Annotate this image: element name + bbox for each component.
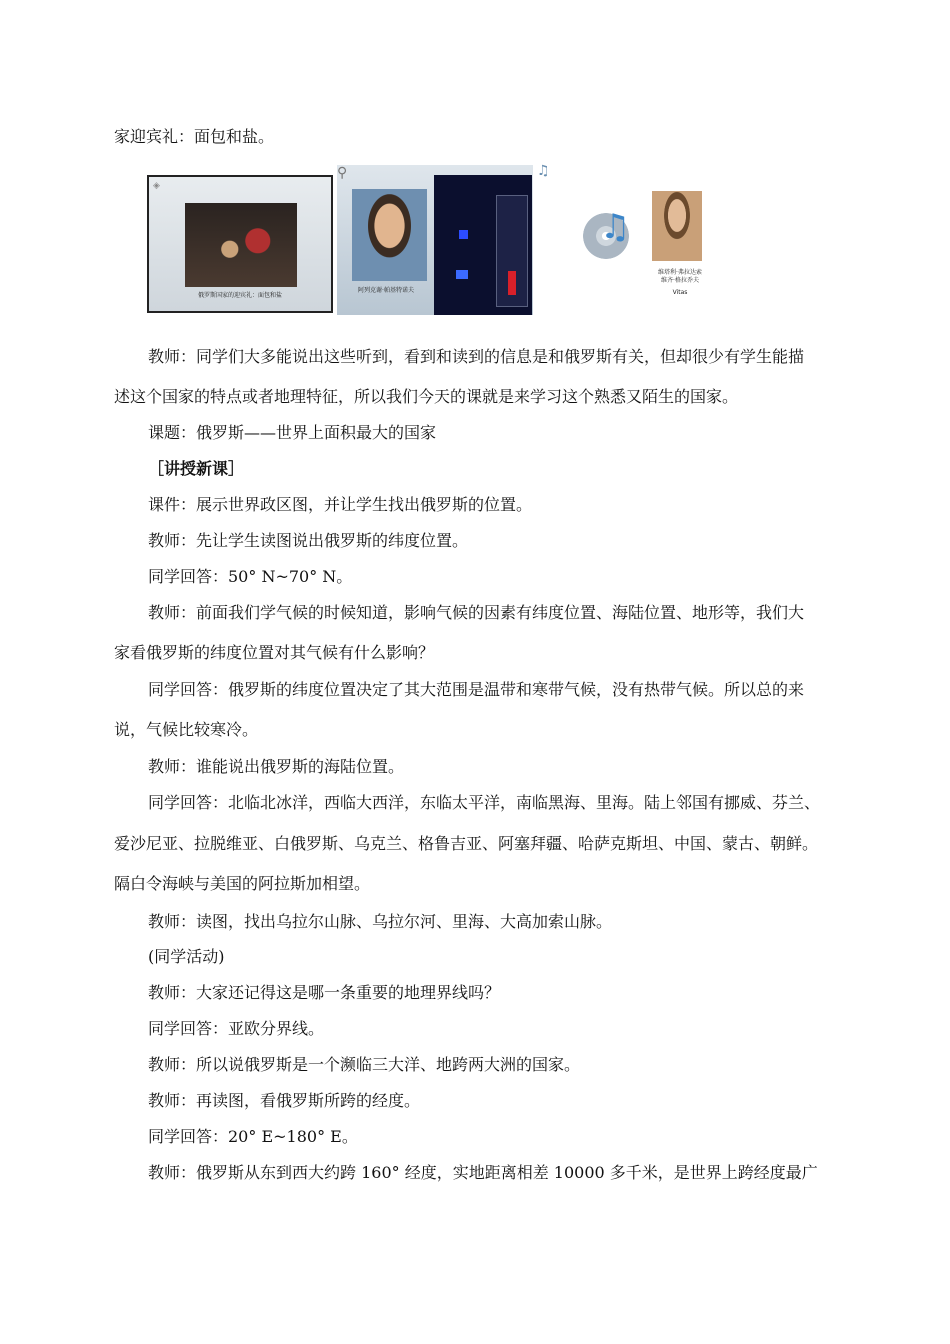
bread-and-salt-photo: [185, 203, 297, 287]
speaker-icon: ◈: [153, 181, 160, 191]
text-line: 说，气候比较寒冷。: [114, 720, 259, 739]
magnifier-icon: ⚲: [337, 165, 348, 181]
music-note-icon: ♫: [537, 163, 550, 179]
text-line: 同学回答：亚欧分界线。: [148, 1019, 325, 1038]
portrait-photo: [352, 189, 427, 281]
text-line: 教师：所以说俄罗斯是一个濒临三大洋、地跨两大洲的国家。: [148, 1055, 581, 1074]
text-line: 教师：俄罗斯从东到西大约跨 160° 经度，实地距离相差 10000 多千米，是世界上跨经度最广: [148, 1163, 818, 1182]
singer-portrait: [652, 191, 702, 261]
music-note-icon: ♫: [600, 207, 631, 247]
text-line: 同学回答：北临北冰洋，西临大西洋，东临太平洋，南临黑海、里海。陆上邻国有挪威、芬兰、: [148, 793, 821, 812]
text-line: 教师：读图，找出乌拉尔山脉、乌拉尔河、里海、大高加索山脉。: [148, 912, 613, 931]
tetris-screenshot: [434, 175, 532, 315]
image-strip: [145, 163, 702, 321]
image-caption: 阿列克谢·帕基特诺夫: [358, 287, 414, 294]
tetris-block: [459, 230, 468, 239]
text-line: 教师：谁能说出俄罗斯的海陆位置。: [148, 757, 405, 776]
caption-line: Vitas: [672, 289, 688, 296]
lesson-title: 课题：俄罗斯——世界上面积最大的国家: [148, 423, 437, 442]
text-line: 同学回答：50° N~70° N。: [148, 567, 353, 586]
text-line: 家看俄罗斯的纬度位置对其气候有什么影响？: [114, 643, 435, 662]
image-caption: [640, 269, 720, 297]
tetris-block: [456, 270, 468, 279]
text-line: 同学回答：20° E~180° E。: [148, 1127, 358, 1146]
text-line: 教师：大家还记得这是哪一条重要的地理界线吗？: [148, 983, 501, 1002]
caption-line: 维塔利·弗拉达索: [658, 269, 702, 276]
text-line: 教师：同学们大多能说出这些听到，看到和读到的信息是和俄罗斯有关，但却很少有学生能描: [148, 347, 805, 366]
text-line: 家迎宾礼：面包和盐。: [114, 127, 275, 146]
text-line: 教师：前面我们学气候的时候知道，影响气候的因素有纬度位置、海陆位置、地形等，我们大: [148, 603, 805, 622]
text-line: (同学活动): [148, 947, 225, 966]
text-line: 教师：再读图，看俄罗斯所跨的经度。: [148, 1091, 421, 1110]
image-caption: 俄罗斯国家的迎宾礼：面包和盐: [197, 292, 282, 299]
text-line: 述这个国家的特点或者地理特征，所以我们今天的课就是来学习这个熟悉又陌生的国家。: [114, 387, 739, 406]
text-line: 教师：先让学生读图说出俄罗斯的纬度位置。: [148, 531, 469, 550]
text-line: 爱沙尼亚、拉脱维亚、白俄罗斯、乌克兰、格鲁吉亚、阿塞拜疆、哈萨克斯坦、中国、蒙古、朝鲜。: [114, 834, 819, 853]
text-line: 同学回答：俄罗斯的纬度位置决定了其大范围是温带和寒带气候，没有热带气候。所以总的来: [148, 680, 805, 699]
caption-line: 维齐·格拉乔夫: [661, 277, 699, 284]
welcome-ceremony-image: [147, 175, 333, 313]
text-line: 课件：展示世界政区图，并让学生找出俄罗斯的位置。: [148, 495, 533, 514]
text-line: 隔白令海峡与美国的阿拉斯加相望。: [114, 874, 371, 893]
tetris-inventor-image: [337, 165, 533, 315]
section-heading: ［讲授新课］: [148, 459, 245, 478]
level-bar: [508, 271, 516, 295]
